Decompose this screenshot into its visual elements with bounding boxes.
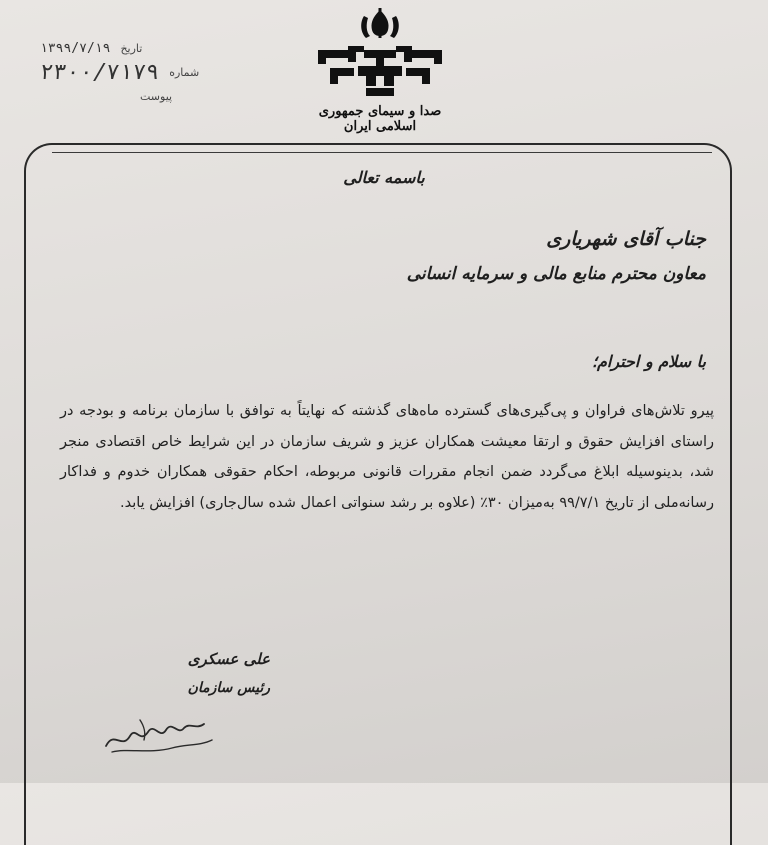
- greeting: با سلام و احترام؛: [591, 352, 706, 371]
- letter-meta: [40, 36, 240, 108]
- number-row: [40, 60, 240, 84]
- divider: [52, 152, 712, 153]
- signer-title: رئیس سازمان: [187, 680, 270, 696]
- irib-logo: [300, 6, 460, 134]
- date-label: تاریخ: [120, 41, 143, 55]
- basmala: باسمه تعالی: [343, 168, 425, 187]
- irib-emblem-icon: [300, 6, 460, 104]
- attachment-row: [40, 84, 240, 108]
- recipient-block: [306, 228, 706, 284]
- letter-body: [60, 396, 714, 518]
- recipient-name: جناب آقای شهریاری: [546, 228, 706, 250]
- date-row: [40, 36, 240, 60]
- number-label: شماره: [169, 65, 200, 79]
- date-value: ۱۳۹۹/۷/۱۹: [40, 40, 111, 56]
- recipient-position: معاون محترم منابع مالی و سرمایه انسانی: [406, 264, 706, 284]
- attachment-label: پیوست: [140, 89, 173, 103]
- letter-body-text: پیرو تلاش‌های فراوان و پی‌گیری‌های گسترده ماه‌های گذشته که نهایتاً به توافق با سازمان برنامه و بودجه در راستای افزایش حقوق و ارتقا معیشت همکاران عزیز و شریف سازمان در این شرایط خاص اقتصادی منجر شد، بدینوسیله ابلاغ می‌گردد ضمن انجام مقررات قانونی مربوطه، احکام حقوقی همکاران خدوم و فداکار رسانه‌ملی از تاریخ ۹۹/۷/۱ به‌میزان ۳۰٪ (علاوه بر رشد سنواتی اعمال شده سال‌جاری) افزایش یابد.: [60, 403, 714, 511]
- logo-caption: صدا و سیمای جمهوری اسلامی ایران: [318, 104, 442, 134]
- signer-name: علی عسکری: [187, 650, 270, 668]
- handwritten-signature-icon: [100, 700, 220, 760]
- signature-block: [140, 650, 270, 696]
- letter-number: ۲۳۰۰/۷۱۷۹: [38, 59, 161, 85]
